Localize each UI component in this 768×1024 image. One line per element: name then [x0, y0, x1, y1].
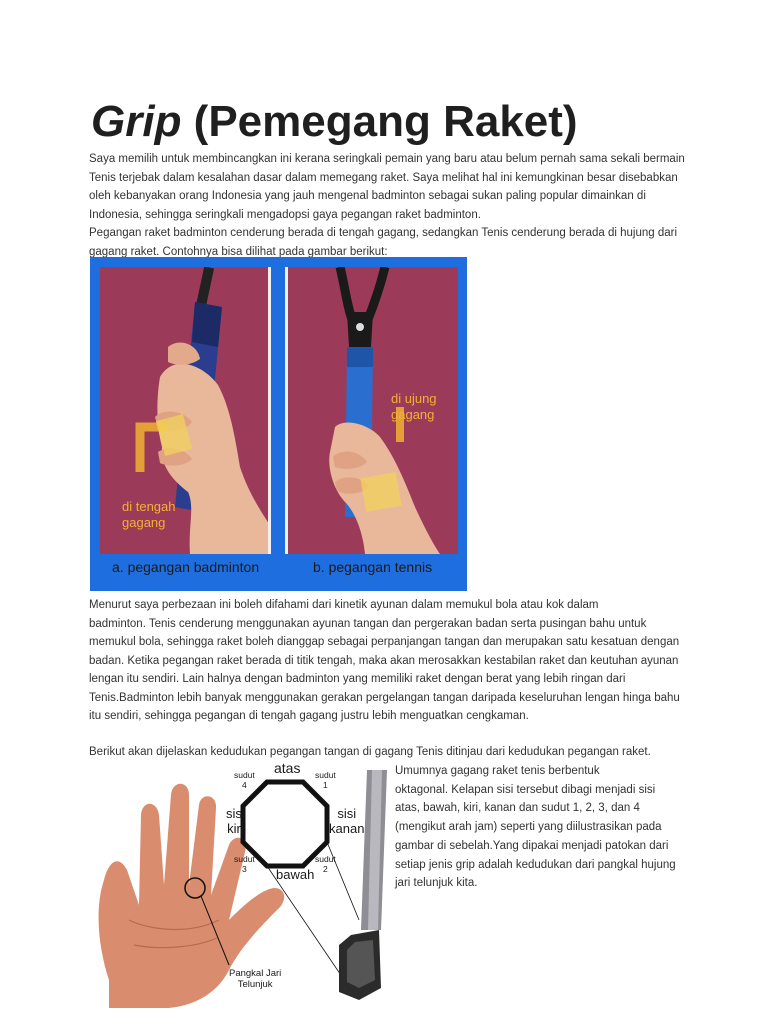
title-italic: Grip	[91, 97, 182, 146]
label-sudut-2	[315, 854, 336, 874]
label-pangkal-jari	[229, 968, 281, 990]
badminton-position-label	[122, 499, 176, 531]
text-line: (mengikut arah jam) seperti yang diilustrasikan pada	[395, 821, 662, 834]
tennis-grip-photo	[285, 267, 458, 554]
text-line: lengan itu sendiri. Lain halnya dengan badminton yang memiliki raket dengan berat yang lebih ringan dari	[89, 673, 626, 685]
label-line: 3	[242, 864, 247, 874]
text-line: Umumnya gagang raket tenis berbentuk	[395, 765, 600, 777]
octagon-grip-diagram	[89, 760, 397, 1008]
label-line: gagang	[122, 515, 166, 530]
page-title	[91, 96, 578, 148]
text-line: jari telunjuk kita.	[395, 877, 478, 890]
text-line: Berikut akan dijelaskan kedudukan pegangan tangan di gagang Tenis ditinjau dari kedudukan pegangan raket.	[89, 746, 651, 758]
text-line: badan. Ketika pegangan raket berada di titik tengah, maka akan merosakkan kestabilan raket dan keutuhan ayunan	[89, 654, 679, 667]
text-line: Tenis.Badminton lebih banyak menggunakan gerakan pergelangan tangan daripada keseluruhan lengan hinga bahu	[89, 691, 680, 704]
label-line: kiri	[227, 821, 244, 836]
text-line: gagang raket. Contohnya bisa dilihat pada gambar berikut:	[89, 245, 388, 258]
octagon-explanation	[395, 762, 685, 893]
label-line: di ujung	[391, 391, 437, 406]
intro-figure2-paragraph	[89, 743, 679, 762]
label-line: kanan	[329, 821, 365, 836]
title-rest: (Pemegang Raket)	[181, 97, 578, 146]
caption-badminton: a. pegangan badminton	[112, 559, 260, 575]
label-line: sisi	[337, 806, 357, 821]
label-line: sudut	[234, 854, 255, 864]
label-line: gagang	[391, 407, 435, 422]
text-line: badminton. Tenis cenderung menggunakan ayunan tangan dan pergerakan badan serta pusingan bahu untuk	[89, 617, 647, 630]
text-line: setiap jenis grip adalah kedudukan dari pangkal hujung	[395, 858, 676, 871]
text-line: Menurut saya perbezaan ini boleh difahami dari kinetik ayunan dalam memukul bola atau kok dalam	[89, 599, 599, 611]
label-sudut-4	[234, 770, 255, 790]
text-line: atas, bawah, kiri, kanan dan sudut 1, 2, 3, dan 4	[395, 802, 640, 815]
label-sudut-1	[315, 770, 336, 790]
label-line: 2	[323, 864, 328, 874]
text-line: itu sendiri, sehingga pegangan di tengah gagang justru lebih menguatkan cengkaman.	[89, 710, 529, 722]
label-atas: atas	[274, 760, 301, 776]
label-sisi-kanan	[329, 806, 364, 836]
label-line: 4	[242, 780, 247, 790]
label-line: sudut	[315, 770, 336, 780]
text-line: oktagonal. Kelapan sisi tersebut dibagi menjadi sisi	[395, 783, 656, 796]
badminton-grip-photo	[100, 267, 271, 554]
explanation-paragraph	[89, 596, 679, 726]
text-line: Indonesia, sehingga seringkali mengadopsi gaya pegangan raket badminton.	[89, 208, 481, 221]
label-line: Telunjuk	[237, 979, 273, 990]
caption-tennis: b. pegangan tennis	[313, 559, 433, 575]
label-line: sudut	[234, 770, 255, 780]
label-line: sudut	[315, 854, 336, 864]
label-line: Pangkal Jari	[229, 968, 282, 979]
text-line: gambar di sebelah.Yang dipakai menjadi patokan dari	[395, 839, 669, 852]
label-line: di tengah	[122, 499, 176, 514]
text-line: Tenis terjebak dalam kesalahan dasar dalam memegang raket. Saya melihat hal ini kemungkinan besar disebabkan	[89, 171, 678, 184]
label-bawah: bawah	[276, 867, 315, 882]
label-line: sisi	[226, 806, 245, 821]
grip-comparison-figure	[90, 257, 467, 591]
label-sudut-3	[234, 854, 255, 874]
text-line: memukul bola, sehingga raket boleh dianggap sebagai perpanjangan tangan dan merupakan satu kesatuan dengan	[89, 636, 680, 648]
text-line: Saya memilih untuk membincangkan ini kerana seringkali pemain yang baru atau belum pernah sama sekali bermain	[89, 153, 685, 165]
text-line: oleh kebanyakan orang Indonesia yang jauh mengenal badminton sebagai sukan paling popular dimainkan di	[89, 190, 646, 202]
tennis-position-label	[391, 391, 437, 423]
label-line: 1	[323, 780, 328, 790]
label-sisi-kiri	[226, 806, 245, 836]
intro-paragraph	[89, 150, 685, 261]
text-line: Pegangan raket badminton cenderung berada di tengah gagang, sedangkan Tenis cenderung berada di hujung dari	[89, 227, 678, 239]
